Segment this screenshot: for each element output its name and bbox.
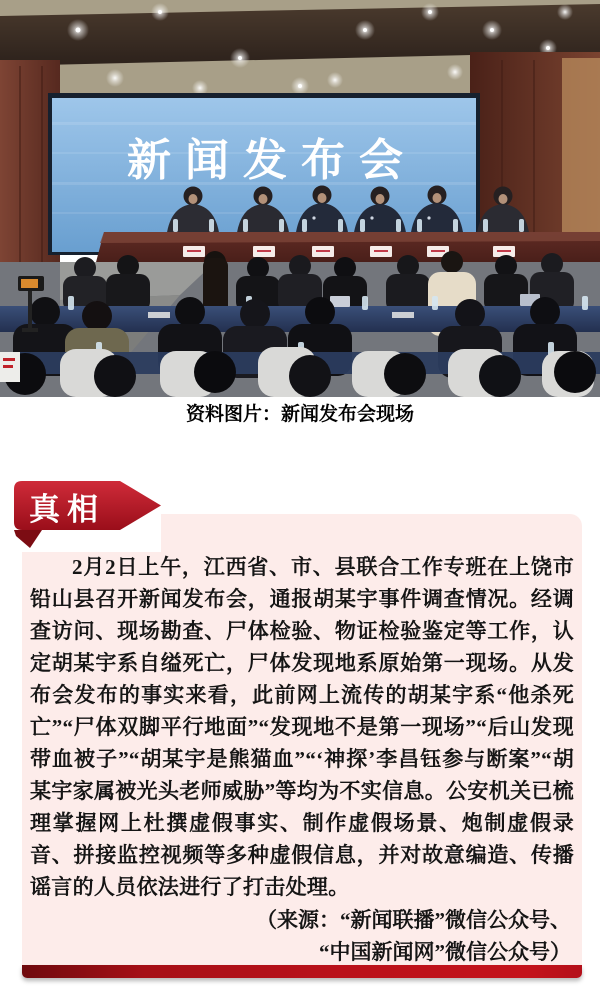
- screen-title: 新闻发布会: [127, 136, 417, 185]
- source-line: （来源：“新闻联播”微信公众号、: [256, 908, 571, 932]
- ribbon-fold: [14, 530, 42, 548]
- press-conference-photo-art: [0, 0, 600, 397]
- source-attribution: [30, 904, 574, 965]
- truth-paragraph: 2月2日上午，江西省、市、县联合工作专班在上饶市铅山县召开新闻发布会，通报胡某宇事件调查情况。经调查访问、现场勘查、尸体检验、物证检验鉴定等工作，认定胡某宇系自缢死亡，尸体发现地系原始第一现场。从发布会发布的事实来看，此前网上流传的胡某宇系“他杀死亡”“尸体双脚平行地面”“发现地不是第一现场”“后山发现带血被子”“胡某宇是熊猫血”“‘神探’李昌钰参与断案”“胡某宇家属被光头老师威胁”等均为不实信息。公安机关已梳理掌握网上杜撰虚假事实、制作虚假场景、炮制虚假录音、拼接监控视频等多种虚假信息，并对故意编造、传播谣言的人员依法进行了打击处理。: [30, 555, 574, 899]
- photo-caption: 资料图片：新闻发布会现场: [185, 404, 414, 425]
- press-conference-photo: [0, 0, 600, 397]
- badge-label: 真相: [29, 492, 105, 527]
- red-label-card: [0, 352, 20, 382]
- truth-card: [22, 514, 582, 978]
- ribbon-icon: [12, 478, 164, 550]
- card-bottom-bar: [22, 965, 582, 978]
- audience: [0, 251, 600, 397]
- truth-badge: [12, 478, 164, 550]
- truth-card-body: [22, 514, 582, 965]
- source-line: “中国新闻网”微信公众号）: [319, 940, 571, 964]
